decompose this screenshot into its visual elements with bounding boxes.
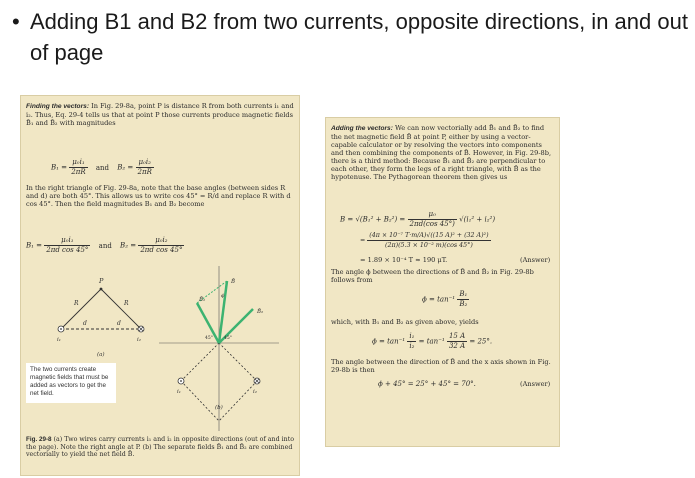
right-scan-panel [325,117,560,447]
eq2-mid: B₂ = [120,241,137,250]
eq1-frac2 [136,158,154,177]
eq-phi2-den2: 32 A [448,342,466,350]
dashed-lower-right [219,381,257,421]
eq-sub-den: (2π)(5.3 × 10⁻² m)(cos 45°) [385,242,473,249]
left-para1: In Fig. 29-8a, point P is distance R from both currents i₁ and i₂. Thus, Eq. 29-4 tells us that at point P those currents produce magnetic fields B̄₁ and B̄₂ with magnitudes [26,102,294,127]
callout-box: The two currents create magnetic fields that must be added as vectors to get the net field. [26,363,116,403]
eq2-den2: 2πd cos 45° [140,246,183,254]
eq2-num2: μ₀i₂ [138,236,184,246]
label-b1: B̄₁ [199,297,206,303]
triangle-right-side [101,289,141,329]
right-para4: The angle between the direction of B̄ and the x axis shown in Fig. 29-8b is then [331,358,551,374]
label-i1-a: i₁ [57,337,61,343]
vector-b [219,281,227,343]
eq-phi2-mid: = tan⁻¹ [418,337,445,346]
triangle-left-side [61,289,101,329]
eq-sub-num: (4π × 10⁻⁷ T·m/A)√((15 A)² + (32 A)²) [369,232,489,239]
slide-title-text: Adding B1 and B2 from two currents, opposite directions, in and out of page [30,9,688,65]
eq-phi2-frac2 [447,332,467,351]
eq2-and: and [98,241,112,250]
eq1-num1: μ₀i₁ [69,158,87,168]
eq1-mid: B₂ = [117,163,134,172]
eq-phi2-num1: i₁ [409,332,415,340]
bullet-marker: • [12,9,20,34]
eq-phi1-num: B₁ [459,290,468,298]
eq2-left: B₁ = [26,241,43,250]
eq-b-frac [408,210,457,229]
figure-a [57,277,144,358]
caption-text: (a) Two wires carry currents i₁ and i₂ in opposite directions (out of and into the page). Note the right angle at P. (b) The separate fields B̄₁ and B̄₂ are combined vectorially to yield the net field B̄. [26,436,295,459]
left-scan-panel [20,95,300,476]
answer-label-1: (Answer) [520,256,551,264]
label-r-left: R [74,300,79,307]
eq-b-num: μ₀ [408,210,457,220]
answer-label-2: (Answer) [520,380,551,388]
eq2-frac2 [138,236,184,255]
eq-phi1-den: B₂ [459,300,468,308]
dashed-right [219,343,257,381]
left-heading: Finding the vectors: [26,103,90,110]
right-para3: which, with B₁ and B₂ as given above, yields [331,318,479,326]
eq1-left: B₁ = [51,163,68,172]
eq-phi1-left: ϕ = tan⁻¹ [422,295,456,304]
wire-i1-b-dot [180,380,182,382]
equation-b-substitution [360,231,491,250]
right-intro-paragraph [331,124,556,181]
eq-b-left: B = √(B₁² + B₂²) = [340,215,406,224]
right-para1: We can now vectorially add B̄₁ and B̄₂ to find the net magnetic field B̄ at point P, either by using a vector-capable calculator or by resolving the vectors into components and then combining the components of B̄. However, in Fig. 29-8b, there is a third method: Because B̄₁ and B̄₂ are perpendicular to each other, they form the legs of a right triangle, with B̄ as the hypotenuse. The Pythagorean theorem then gives us [331,124,552,181]
label-r-right: R [124,300,129,307]
equation-final-angle: ϕ + 45° = 25° + 45° = 70°. [378,380,476,388]
label-fig-b: (b) [215,405,223,411]
label-i2-b: i₂ [253,389,257,395]
label-fig-a: (a) [97,352,105,358]
label-angle-right: 45° [224,336,232,341]
label-i2-a: i₂ [137,337,141,343]
figure-caption [26,436,296,459]
label-d-right: d [117,320,121,327]
dashed-left [181,343,219,381]
left-intro-paragraph [26,102,296,127]
eq-phi2-den1: i₂ [409,342,415,350]
eq1-frac1 [69,158,87,177]
figure-29-8 [21,261,300,436]
figure-b [159,266,279,431]
eq-sub-frac [367,231,490,250]
wire-i1-dot [60,328,62,330]
equation-phi-1 [422,290,469,309]
eq-sub-eq: = [360,237,366,244]
eq-b-right: √(i₁² + i₂²) [459,215,496,224]
eq-phi2-num2: 15 A [448,332,466,340]
label-b: B̄ [231,279,236,285]
equation-field-magnitudes [51,158,154,177]
eq1-and: and [95,163,110,172]
eq1-den2: 2πR [137,168,152,176]
right-para2: The angle ϕ between the directions of B̄ and B̄₂ in Fig. 29-8b follows from [331,268,534,284]
equation-b-magnitude [340,210,495,229]
label-p: P [99,277,104,285]
eq-phi2-left: ϕ = tan⁻¹ [372,337,406,346]
eq-phi2-right: = 25°. [469,337,493,346]
equation-phi-2 [372,332,492,351]
point-p-dot [100,288,103,291]
label-angle-left: 45° [205,336,213,341]
dashed-lower-left [181,381,219,421]
eq-phi1-frac [457,290,469,309]
eq2-num1: μ₀i₁ [44,236,90,246]
label-b2: B̄₂ [257,309,264,315]
eq-phi2-frac1 [407,332,416,351]
eq2-frac1 [44,236,90,255]
equation-field-cos [26,236,184,255]
eq1-num2: μ₀i₂ [136,158,154,168]
label-i1-b: i₁ [177,389,181,395]
label-d-left: d [83,320,87,327]
eq2-den1: 2πd cos 45° [46,246,89,254]
eq1-den1: 2πR [71,168,86,176]
caption-label: Fig. 29-8 [26,436,52,443]
eq-b-den: 2πd(cos 45°) [409,220,455,228]
right-heading: Adding the vectors: [331,125,393,132]
equation-b-result: = 1.89 × 10⁻⁴ T ≈ 190 μT. [360,256,448,264]
label-phi: ϕ [221,293,225,299]
left-para2: In the right triangle of Fig. 29-8a, note that the base angles (between sides R and d) are both 45°. This allows us to write cos 45° = R/d and replace R with d cos 45°. Then the field magnitudes B₁ and B₂ become [26,184,291,208]
